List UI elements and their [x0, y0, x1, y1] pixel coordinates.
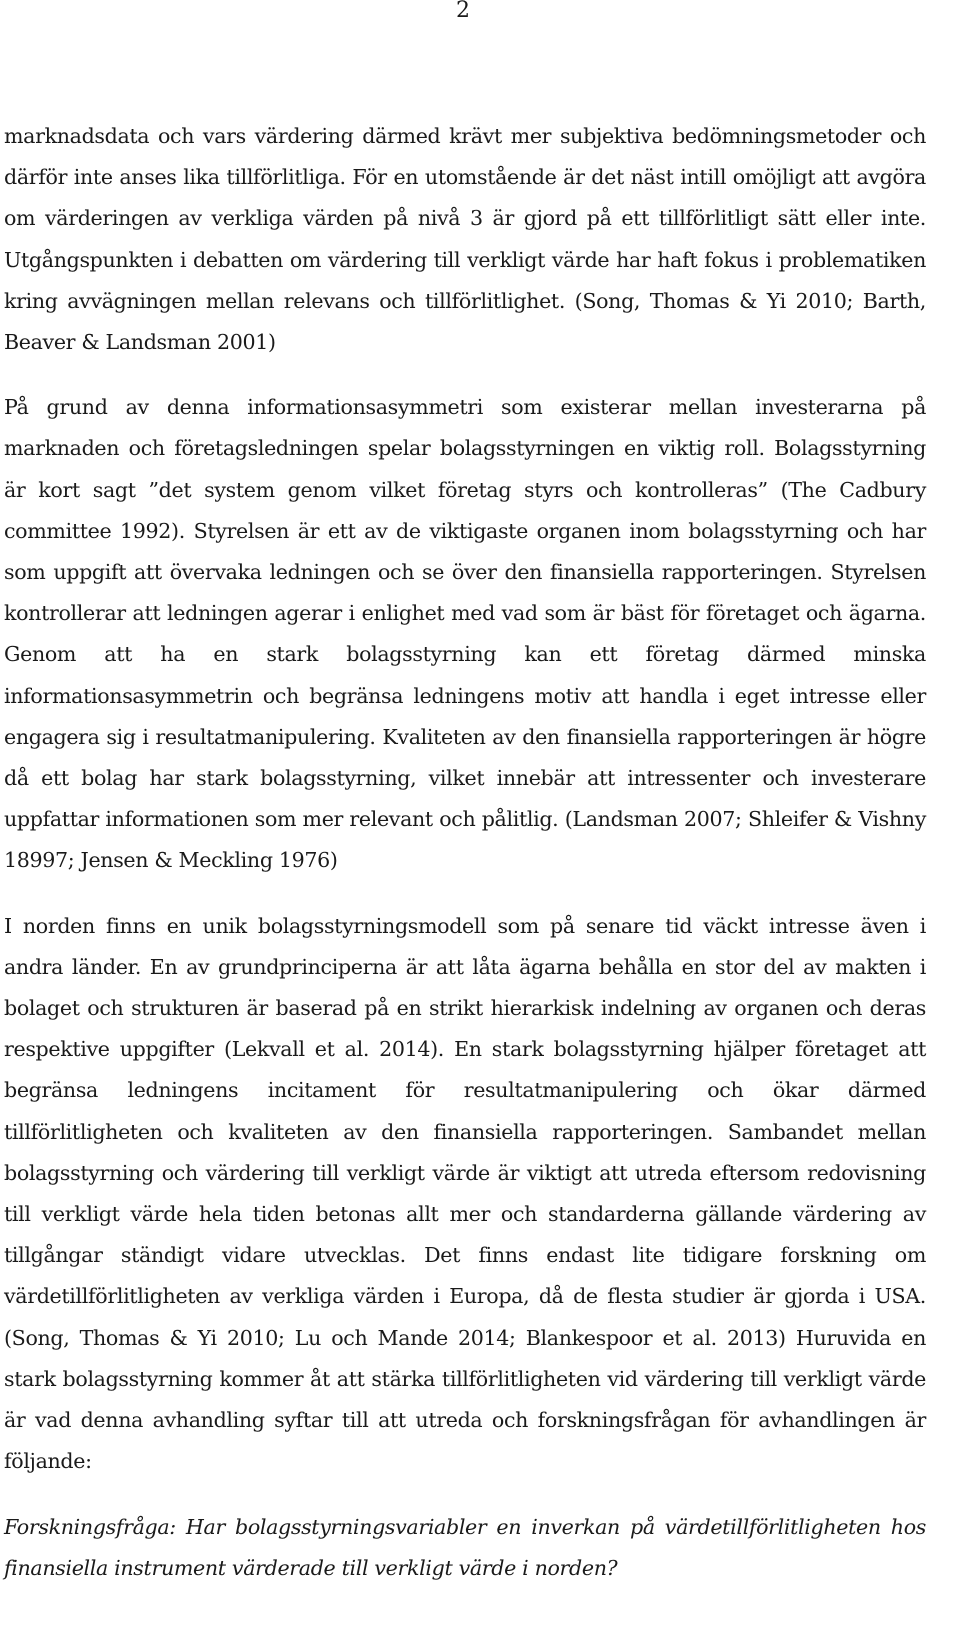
- page-number: 2: [456, 0, 470, 23]
- document-body: [4, 116, 926, 1589]
- paragraph-valuation-debate: marknadsdata och vars värdering därmed krävt mer subjektiva bedömningsmetoder och därför inte anses lika tillförlitliga. För en utomstående är det näst intill omöjligt att avgöra om värderingen av verkliga värden på nivå 3 är gjord på ett tillförlitligt sätt eller inte. Utgångspunkten i debatten om värdering till verkligt värde har haft fokus i problematiken kring avvägningen mellan relevans och tillförlitlighet. (Song, Thomas & Yi 2010; Barth, Beaver & Landsman 2001): [4, 124, 926, 355]
- paragraph-corporate-governance: På grund av denna informationsasymmetri som existerar mellan investerarna på marknaden och företagsledningen spelar bolagsstyrningen en viktig roll. Bolagsstyrning är kort sagt ”det system genom vilket företag styrs och kontrolleras” (The Cadbury committee 1992). Styrelsen är ett av de viktigaste organen inom bolagsstyrning och har som uppgift att övervaka ledningen och se över den finansiella rapporteringen. Styrelsen kontrollerar att ledningen agerar i enlighet med vad som är bäst för företaget och ägarna. Genom att ha en stark bolagsstyrning kan ett företag därmed minska informationsasymmetrin och begränsa ledningens motiv att handla i eget intresse eller engagera sig i resultatmanipulering. Kvaliteten av den finansiella rapporteringen är högre då ett bolag har stark bolagsstyrning, vilket innebär att intressenter och investerare uppfattar informationen som mer relevant och pålitlig. (Landsman 2007; Shleifer & Vishny 18997; Jensen & Meckling 1976): [4, 395, 926, 873]
- research-question: Forskningsfråga: Har bolagsstyrningsvariabler en inverkan på värdetillförlitligheten hos finansiella instrument värderade till verkligt värde i norden?: [4, 1514, 926, 1580]
- paragraph-nordic-governance-model: I norden finns en unik bolagsstyrningsmodell som på senare tid väckt intresse även i andra länder. En av grundprinciperna är att låta ägarna behålla en stor del av makten i bolaget och strukturen är baserad på en strikt hierarkisk indelning av organen och deras respektive uppgifter (Lekvall et al. 2014). En stark bolagsstyrning hjälper företaget att begränsa ledningens incitament för resultatmanipulering och ökar därmed tillförlitligheten och kvaliteten av den finansiella rapporteringen. Sambandet mellan bolagsstyrning och värdering till verkligt värde är viktigt att utreda eftersom redovisning till verkligt värde hela tiden betonas allt mer och standarderna gällande värdering av tillgångar ständigt vidare utvecklas. Det finns endast lite tidigare forskning om värdetillförlitligheten av verkliga värden i Europa, då de flesta studier är gjorda i USA. (Song, Thomas & Yi 2010; Lu och Mande 2014; Blankespoor et al. 2013) Huruvida en stark bolagsstyrning kommer åt att stärka tillförlitligheten vid värdering till verkligt värde är vad denna avhandling syftar till att utreda och forskningsfrågan för avhandlingen är följande:: [4, 913, 926, 1474]
